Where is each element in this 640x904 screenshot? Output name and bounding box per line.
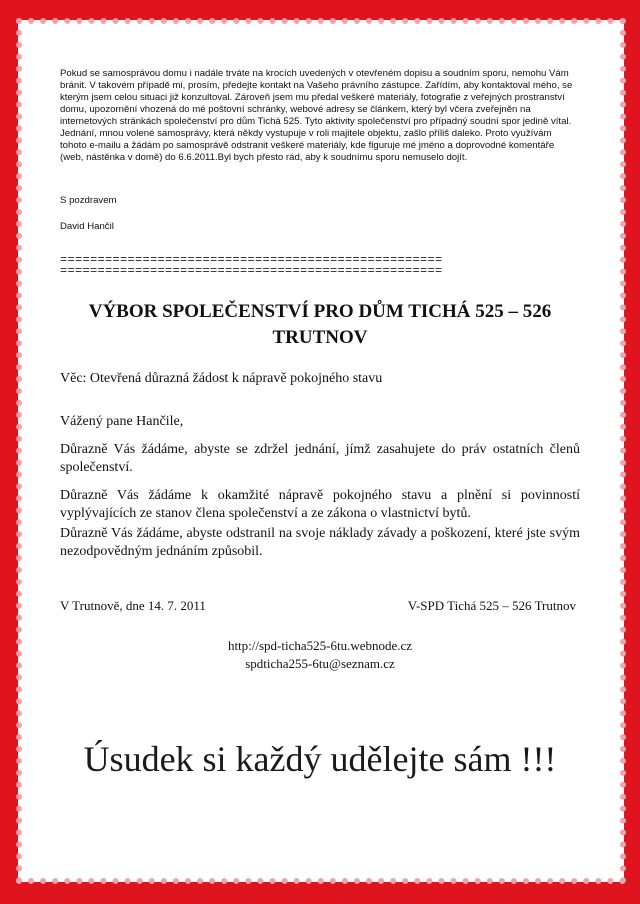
notice-paragraph: Důrazně Vás žádáme, abyste odstranil na svoje náklady závady a poškození, které jste svým nezodpovědným jednáním způsobil. (60, 526, 580, 559)
separator-line: =================================================== (60, 255, 443, 265)
notice-committee: V-SPD Tichá 525 – 526 Trutnov (407, 598, 576, 613)
email-letter-body: Pokud se samosprávou domu i nadále trváte na krocích uvedených v otevřeném dopisu a soudním sporu, nemohu Vám bránit. V takovém případě mi, prosím, předejte kontakt na Vašeho právního zástupce. Zařídím, aby kontaktoval mého, se kterým jsem celou situaci již konzultoval. Zároveň jsem mu předal veškeré materiály, fotografie z veřejných prostranství domu, upozornění vhozená do mé poštovní schránky, webové adresy se článkem, který byl včera zveřejněn na internetových stránkách společenství pro dům Tichá 525. Tyto aktivity společenství pro případný soudní spor jedině vítal. Jednání, mnou volené samosprávy, která někdy vystupuje v roli majitele objektu, zašlo příliš daleko. Proto využívám tohoto e-mailu a žádám po samosprávě odstranit veškeré materiály, kde figuruje mé jméno a doprovodné komentáře (web, nástěnka v domě) do 6.6.2011.Byl bych přesto rád, aby k soudnímu sporu nemuselo dojít. (60, 68, 573, 163)
notice-paragraph: Důrazně Vás žádáme k okamžité nápravě pokojného stavu a plnění si povinností vyplývajících ze stanov člena společenství a ze zákona o vlastnictví bytů. (60, 488, 580, 521)
notice-salutation: Vážený pane Hančile, (60, 414, 184, 429)
notice-place-date: V Trutnově, dne 14. 7. 2011 (60, 598, 206, 613)
notice-paragraph: Důrazně Vás žádáme, abyste se zdržel jednání, jímž zasahujete do práv ostatních členů společenství. (60, 442, 580, 475)
letter-greeting: S pozdravem (60, 195, 117, 206)
separator-line: =================================================== (60, 266, 443, 276)
notice-email-link[interactable]: spdticha255-6tu@seznam.cz (245, 656, 395, 671)
notice-heading-line1: VÝBOR SPOLEČENSTVÍ PRO DŮM TICHÁ 525 – 526 (88, 301, 552, 322)
slogan: Úsudek si každý udělejte sám !!! (83, 739, 557, 779)
notice-website-link[interactable]: http://spd-ticha525-6tu.webnode.cz (227, 638, 413, 653)
notice-heading-line2: TRUTNOV (272, 327, 368, 348)
letter-signature: David Hančil (60, 221, 114, 232)
notice-subject: Věc: Otevřená důrazná žádost k nápravě pokojného stavu (60, 371, 383, 386)
